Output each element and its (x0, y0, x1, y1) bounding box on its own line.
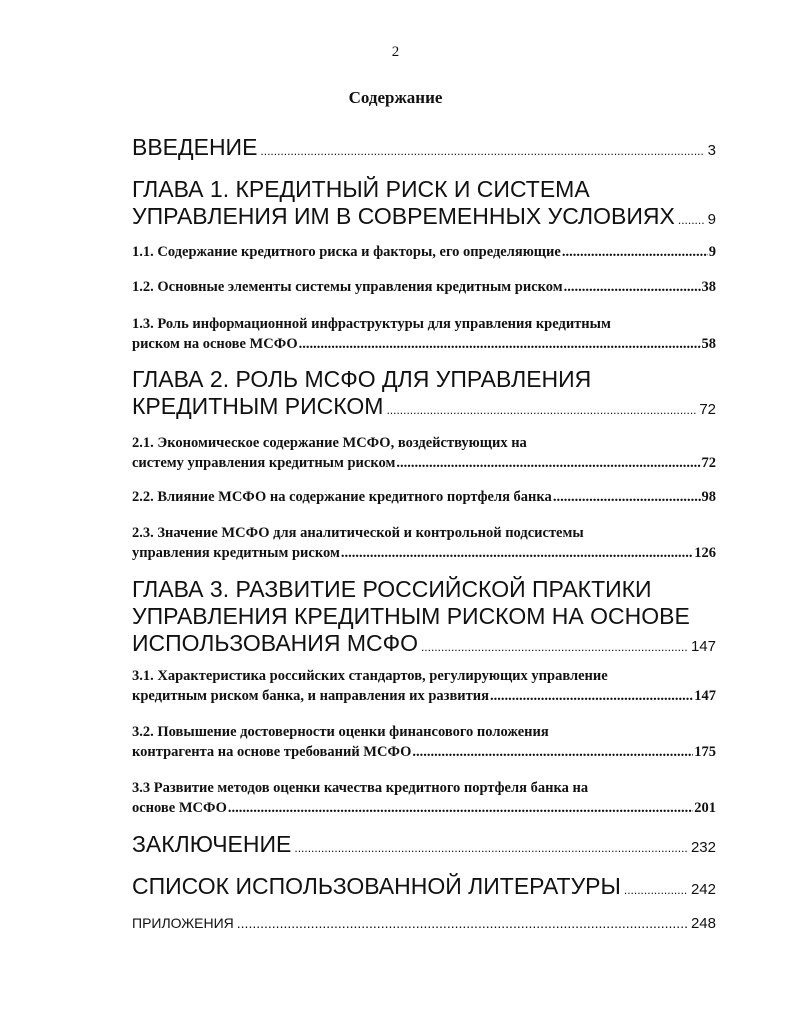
dot-leader (624, 877, 688, 904)
toc-page-number: 242 (690, 881, 716, 898)
toc-entry-label: ПРИЛОЖЕНИЯ (132, 915, 234, 931)
toc-entry-section-2-2[interactable] (132, 487, 716, 507)
toc-entry-appendices[interactable] (132, 913, 716, 934)
toc-page-number: 232 (690, 839, 716, 856)
toc-entry-section-3-1[interactable] (132, 666, 716, 706)
toc-entry-introduction[interactable] (132, 134, 716, 165)
toc-entry-label: ЗАКЛЮЧЕНИЕ (132, 831, 292, 857)
toc-entry-label: риском на основе МСФО (132, 336, 298, 352)
dot-leader (237, 913, 688, 933)
toc-entry-section-2-1[interactable] (132, 433, 716, 473)
toc-entry-section-1-3[interactable] (132, 314, 716, 354)
toc-page-number: 3 (707, 142, 716, 159)
toc-entry-section-3-3[interactable] (132, 778, 716, 818)
dot-leader (412, 742, 693, 762)
toc-page-number: 58 (701, 336, 716, 352)
dot-leader (341, 543, 693, 563)
toc-entry-label: 2.3. Значение МСФО для аналитической и контрольной подсистемы (132, 525, 584, 541)
toc-entry-label: 1.2. Основные элементы системы управления кредитным риском (132, 279, 563, 295)
toc-entry-label: СПИСОК ИСПОЛЬЗОВАННОЙ ЛИТЕРАТУРЫ (132, 873, 621, 899)
toc-page-number: 201 (694, 800, 716, 816)
toc-entry-section-2-3[interactable] (132, 523, 716, 563)
dot-leader (260, 138, 704, 165)
page-number: 2 (391, 44, 400, 60)
toc-page-number: 9 (708, 244, 716, 260)
toc-entry-label: ГЛАВА 1. КРЕДИТНЫЙ РИСК И СИСТЕМА (132, 176, 590, 202)
toc-entry-label: УПРАВЛЕНИЯ КРЕДИТНЫМ РИСКОМ НА ОСНОВЕ (132, 603, 690, 629)
toc-entry-section-1-1[interactable] (132, 242, 716, 262)
toc-entry-conclusion[interactable] (132, 831, 716, 862)
dot-leader (678, 207, 705, 234)
dot-leader (564, 277, 701, 297)
toc-title: Содержание (348, 88, 443, 107)
toc-page-number: 9 (707, 211, 716, 228)
toc-entry-label: 1.3. Роль информационной инфраструктуры для управления кредитным (132, 316, 611, 332)
toc-entry-label: ГЛАВА 3. РАЗВИТИЕ РОССИЙСКОЙ ПРАКТИКИ (132, 576, 652, 602)
toc-entry-label: систему управления кредитным риском (132, 455, 396, 471)
toc-entry-label: управления кредитным риском (132, 545, 340, 561)
dot-leader (228, 798, 693, 818)
toc-entry-label: 3.2. Повышение достоверности оценки финансового положения (132, 724, 549, 740)
toc-entry-label: 2.2. Влияние МСФО на содержание кредитного портфеля банка (132, 489, 552, 505)
dot-leader (421, 634, 688, 661)
dot-leader (294, 835, 688, 862)
dot-leader (386, 397, 696, 424)
toc-entry-chapter-1[interactable] (132, 176, 716, 234)
toc-page-number: 72 (699, 401, 716, 418)
dot-leader (562, 242, 708, 262)
toc-page-number: 147 (690, 638, 716, 655)
dot-leader (490, 686, 693, 706)
toc-page-number: 126 (694, 545, 716, 561)
toc-entry-label: УПРАВЛЕНИЯ ИМ В СОВРЕМЕННЫХ УСЛОВИЯХ (132, 203, 675, 229)
toc-entry-label: 2.1. Экономическое содержание МСФО, воздействующих на (132, 435, 527, 451)
toc-entry-label: 1.1. Содержание кредитного риска и факторы, его определяющие (132, 244, 561, 260)
toc-page-number: 38 (701, 279, 716, 295)
toc-entry-chapter-2[interactable] (132, 366, 716, 424)
dot-leader (553, 487, 701, 507)
dot-leader (299, 334, 701, 354)
toc-entry-label: 3.1. Характеристика российских стандартов, регулирующих управление (132, 668, 608, 684)
toc-entry-label: контрагента на основе требований МСФО (132, 744, 412, 760)
toc-entry-label: ИСПОЛЬЗОВАНИЯ МСФО (132, 630, 418, 656)
toc-page-number: 248 (690, 915, 716, 932)
toc-page-number: 72 (701, 455, 716, 471)
toc-page-number: 147 (694, 688, 716, 704)
toc-entry-label: основе МСФО (132, 800, 227, 816)
toc-entry-bibliography[interactable] (132, 873, 716, 904)
toc-entry-label: 3.3 Развитие методов оценки качества кредитного портфеля банка на (132, 780, 589, 796)
toc-entry-chapter-3[interactable] (132, 576, 716, 661)
toc-entry-label: ВВЕДЕНИЕ (132, 134, 258, 160)
dot-leader (396, 453, 700, 473)
toc-entry-label: ГЛАВА 2. РОЛЬ МСФО ДЛЯ УПРАВЛЕНИЯ (132, 366, 592, 392)
toc-entry-section-1-2[interactable] (132, 277, 716, 297)
toc-entry-label: кредитным риском банка, и направления их развития (132, 688, 489, 704)
toc-entry-section-3-2[interactable] (132, 722, 716, 762)
toc-entry-label: КРЕДИТНЫМ РИСКОМ (132, 393, 384, 419)
toc-page-number: 175 (694, 744, 716, 760)
toc-page-number: 98 (701, 489, 716, 505)
